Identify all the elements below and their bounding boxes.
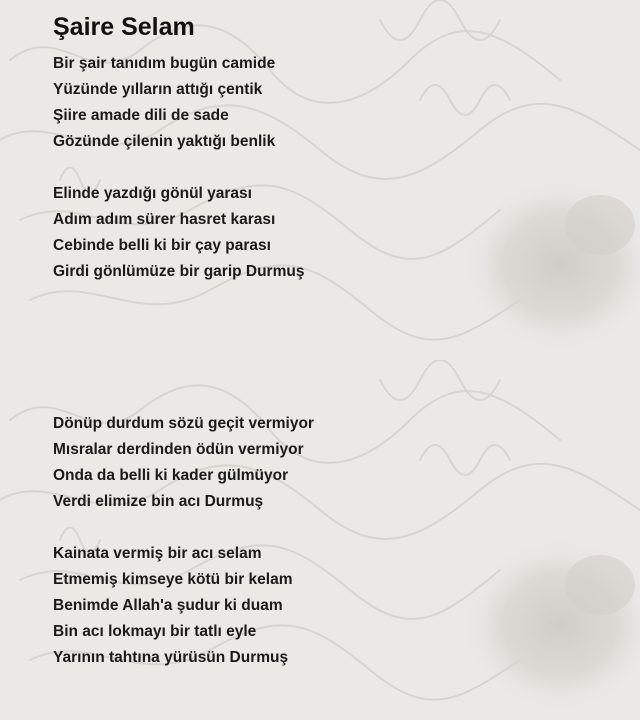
poem-line: Elinde yazdığı gönül yarası (53, 185, 252, 202)
stanza-2 (53, 181, 304, 285)
stanza-4 (53, 541, 293, 671)
poem-line: Dönüp durdum sözü geçit vermiyor (53, 415, 314, 432)
poem-line: Bin acı lokmayı bir tatlı eyle (53, 623, 257, 640)
poem-line: Verdi elimize bin acı Durmuş (53, 493, 264, 510)
poem-line: Yarının tahtına yürüsün Durmuş (53, 649, 289, 666)
stanza-3 (53, 411, 314, 515)
poem-line: Şiire amade dili de sade (53, 107, 229, 124)
poem-line: Etmemiş kimseye kötü bir kelam (53, 571, 293, 588)
poem-title: Şaire Selam (53, 13, 195, 41)
stanza-1 (53, 51, 275, 155)
poem-line: Benimde Allah'a şudur ki duam (53, 597, 283, 614)
poem-line: Mısralar derdinden ödün vermiyor (53, 441, 304, 458)
poem-line: Yüzünde yılların attığı çentik (53, 81, 263, 98)
poem-line: Adım adım sürer hasret karası (53, 211, 276, 228)
poem-line: Bir şair tanıdım bugün camide (53, 55, 276, 72)
poem-line: Kainata vermiş bir acı selam (53, 545, 262, 562)
poem-line: Cebinde belli ki bir çay parası (53, 237, 271, 254)
poem-line: Girdi gönlümüze bir garip Durmuş (53, 263, 305, 280)
poem-line: Onda da belli ki kader gülmüyor (53, 467, 289, 484)
poem-line: Gözünde çilenin yaktığı benlik (53, 133, 276, 150)
